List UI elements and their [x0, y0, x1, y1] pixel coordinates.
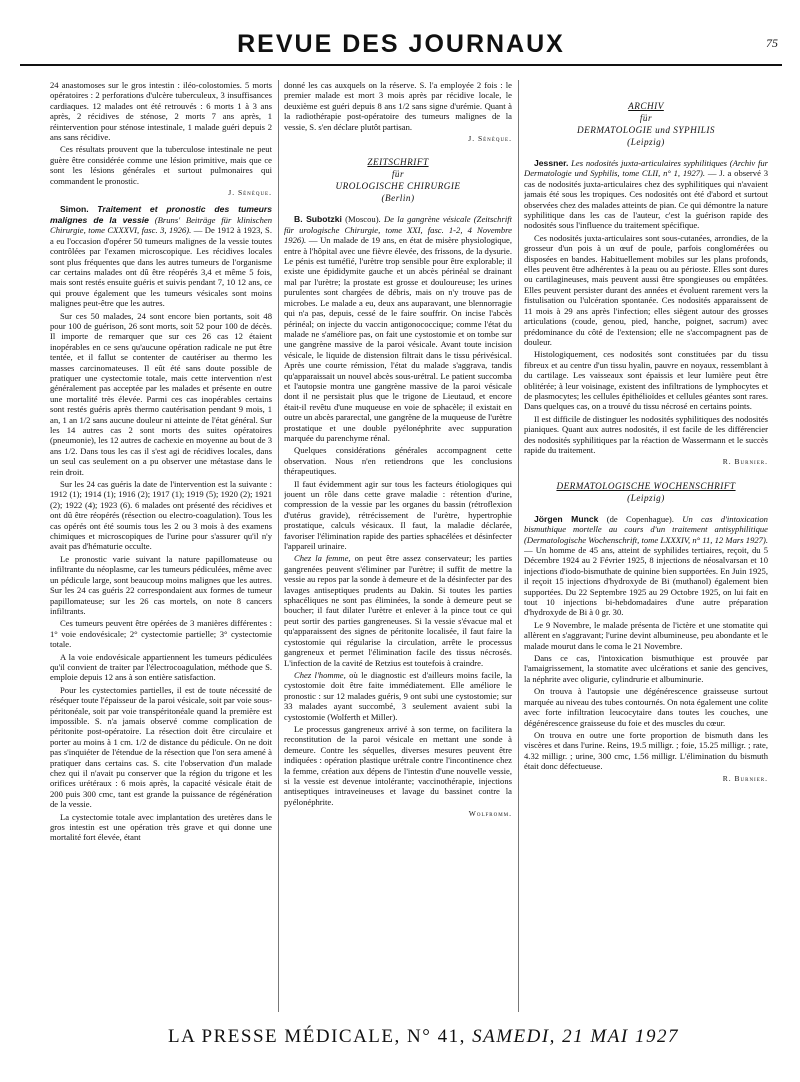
- paragraph: Quelques considérations générales accompagnent cette observation. Nous n'en retiendrons que les conclusions thérapeutiques.: [284, 445, 512, 477]
- column-3: [524, 80, 768, 1012]
- signature: R. Burnier.: [722, 773, 768, 783]
- article-place: (Moscou).: [345, 214, 381, 225]
- page-footer: [168, 1026, 768, 1048]
- article-title: Les nodosités juxta-articulaires syphilitiques: [571, 158, 728, 168]
- paragraph: Ces résultats prouvent que la tuberculose intestinale ne peut guère être considérée comme une lésion primitive, mais que ce sont les lésions générales et surtout pulmonaires qui commandent le pronostic.: [50, 144, 272, 186]
- article-subotzki: [284, 214, 512, 443]
- article-source: (Bruns' Beiträge für klinischen Chirurgie, tome CXXXVI, fasc. 3, 1926).: [50, 214, 272, 236]
- page-title: REVUE DES JOURNAUX: [237, 30, 565, 58]
- journal-name: ZEITSCHRIFT: [367, 157, 429, 168]
- article-title: Un cas d'intoxication bismuthique mortelle au cours d'un traitement antisyphilitique: [524, 513, 768, 535]
- journal-city: (Berlin): [381, 193, 415, 204]
- journal-name: DERMATOLOGISCHE WOCHENSCHRIFT: [556, 480, 736, 491]
- article-author: Jörgen Munck: [534, 513, 599, 524]
- journal-city: (Leipzig): [627, 492, 665, 503]
- article-text: — Un homme de 45 ans, atteint de syphilides tertiaires, reçoit, du 5 Décembre 1924 au 2 Février 1925, 8 injections de néosalvarsan et 10 injections d'iodo-bismuthate de quinine bien supportées. En Juin 1925, il reçoit 15 injections d'hydroxyde de Bi (muthanol) également bien supportées. Du 22 Septembre 1925 au 29 Octobre 1925, on lui fait en tout 10 injections bi-hebdomadaires d'une autre préparation d'hydroxyde de Bi à 0 gr. 30.: [524, 545, 768, 618]
- article-title: De la gangrène vésicale: [383, 214, 471, 225]
- journal-subtitle: DERMATOLOGIE und SYPHILIS: [576, 125, 716, 135]
- paragraph: Sur les 24 cas guéris la date de l'intervention est la suivante : 1912 (1); 1914 (1); 1916 (2); 1917 (1); 1919 (5); 1920 (2); 1921 (2); 1922 (4); 1923 (6). 6 malades ont présenté des récidives et ont dû être réopérés (résection ou electro-coagulation). Tous les cas opérés ont été soumis tous les 2 ou 3 mois à des examens chimiques et microscopiques de l'urine pour s'assurer qu'il n'y avait pas d'hématurie occulte.: [50, 479, 272, 552]
- article-source: (Zeitschrift für urologische Chirurgie, tome XXI, fasc. 1-2, 4 Novembre 1926).: [284, 214, 512, 246]
- footer-publication: LA PRESSE MÉDICALE, N° 41,: [168, 1026, 466, 1047]
- paragraph: Le processus gangreneux arrivé à son terme, on facilitera la reconstitution de la paroi vésicale en mettant une sonde à demeure. Contre les séquelles, diverses mesures peuvent être indiquées : opération plastique urétrale contre l'incontinence chez la femme, création aux dépens de l'intestin d'une nouvelle vessie, si la vessie est devenue intolérante; vaccinothérapie, injections antiseptiques intraveineuses et lavage du bassinet contre la pyélonéphrite.: [284, 723, 512, 807]
- signature: R. Burnier.: [722, 457, 768, 467]
- paragraph: Le 9 Novembre, le malade présenta de l'ictère et une stomatite qui allèrent en s'aggravant; l'urine devint albumineuse, peu abondante et le malade mourut dans le coma le 21 Novembre.: [524, 619, 768, 651]
- article-title: Traitement et pronostic des tumeurs malignes de la vessie: [50, 204, 272, 225]
- signature: J. Sénèque.: [468, 134, 512, 144]
- signature: Wolfromm.: [468, 809, 512, 819]
- article-source: (Dermatologische Wochenschrift, tome LXXXIV, n° 11, 12 Mars 1927).: [524, 534, 768, 545]
- article-text: — Un malade de 19 ans, en état de misère physiologique, entre à l'hôpital avec une fièvre élevée, des frissons, de la dysurie. Le pénis est tuméfié, l'urètre trop sensible pour être explorable; il existe une épididymite gauche et un abcès périnéal se drainant mal par l'urètre; la prostate est grosse et douloureuse; les urines purulentes sont chargées de débris, mais on n'y trouve pas de microbes. Le malade a eu, deux ans auparavant, une blennorragie qui n'a pas, depuis, cessé de le faire souffrir. On incise l'abcès périnéal; on injecte du vaccin antigonococcique; comme l'état du malade ne s'améliore pas, on fait une cystostomie et on tombe sur une gangrène massive de la paroi vésicale. Avant toute incision vésicale, le liquide de distension filtrait dans le tissu périvésical. Après une courte rémission, l'état du malade s'aggrava, tandis qu'apparaissait un nouvel abcès sous-urétral. Le patient succomba et l'autopsie montra une gangrène massive de la paroi vésicale dont il ne persistait plus que le trigone de Lieutaud, et encore était-il revêtu d'une muqueuse en voie de sphacèle; il existait en outre un abcès pararectal, une gangrène de la muqueuse de l'urètre prostatique et une double pyélonéphrite avec suppuration marquée du parenchyme rénal.: [284, 235, 512, 443]
- article-author: Jessner.: [534, 158, 569, 168]
- article-jessner: [524, 158, 768, 231]
- paragraph: On trouva à l'autopsie une dégénérescence graisseuse surtout marquée au niveau des tubes contournés. On nota également une colite avec forte infiltration leucocytaire dans toutes les couches, une dégénérescence graisseuse du foie et des muscles du cœur.: [524, 686, 768, 728]
- article-author: Simon.: [60, 204, 89, 215]
- paragraph-lead: Chez l'homme,: [294, 669, 346, 680]
- journal-heading: [524, 480, 768, 504]
- paragraph: Pour les cystectomies partielles, il est de toute nécessité de réséquer toute l'épaisseur de la paroi vésicale, soit par voie sous-péritonéale, soit par voie transpéritonéale quand la première est impossible. S. n'a jamais observé comme complication de péritonite post-opératoire. La résection doit être circulaire et porter au moins à 1 cm. 1/2 de distance du pédicule. On ne doit pas s'inquiéter de l'étendue de la résection que l'on sera amené à pratiquer dans certains cas. S. cite l'observation d'un malade chez qui il n'avait pu conserver que la région du trigone et les orifices urétéraux : 6 mois après, la capacité vésicale était de 200 puis 300 cmc, tant est grande la puissance de régénération de la vessie.: [50, 684, 272, 810]
- paragraph-text: on peut être assez conservateur; les parties gangrenées peuvent s'éliminer par l'urètre; il suffit de mettre la vessie au repos par la sonde à demeure et de la désinfecter par des lavages antiseptiques prudents au Dakin. Si toutes les parties sphacéliques ne sont pas éliminées, la sonde à demeure peut se boucher; il faut dilater l'urètre et enlever à la pince tout ce qui peut sortir des parties gangreneuses. Si la vessie s'évacue mal et qu'apparaissent des signes de péritonite localisée, il faut faire la cystostomie qui régularise la circulation, arrête le processus gangreneux et permet l'élimination facile des tissus nécrosés. L'infection de la cavité de Retzius est toutefois à craindre.: [284, 553, 512, 668]
- paragraph: Sur ces 50 malades, 24 sont encore bien portants, soit 48 pour 100 de guérison, 26 sont morts, soit 52 pour 100 de décès. Il importe de remarquer que sur ces 26 cas 12 étaient inopérables en ce sens qu'aucune opération radicale ne put être tentée, et il fallut se contenter de cautériser au thermo les masses carcinomateuses. Il eût été sans doute possible de pratiquer une cystectomie totale, mais cette intervention n'est généralement pas acceptée par les malades et présente en outre une mortalité très élevée. Parmi ces cas inopérables certains sont restés guéris après thermo cautérisation pendant 9 mois, 1 an, 1 an 1/2 sans aucune douleur ni atteinte de l'état général. Sur les 14 autres cas 2 sont morts des suites opératoires (pneumonie), les 12 autres de cachexie en moyenne au bout de 3 ans 1/2. Dans tous les cas il s'est agi de récidives locales, dans un seul cas seulement on a pu observer une métastase dans le rein droit.: [50, 310, 272, 477]
- journal-heading: [284, 156, 512, 204]
- article-simon: [50, 204, 272, 308]
- journal-fur: für: [639, 113, 653, 123]
- journal-name: ARCHIV: [628, 101, 664, 111]
- article-text: — J. a observé 3 cas de nodosités juxta-articulaires chez des syphilitiques qui n'avaient jamais été sous les tropiques. Ces nodosités ont été d'abord et surtout observées chez des malades atteints de pian. Ce qui démontre la nature syphilitique dans les cas de l'auteur, c'est la guérison rapide des nodosités sous l'influence du traitement spécifique.: [524, 168, 768, 231]
- paragraph-text: où le diagnostic est d'ailleurs moins facile, la cystostomie doit être faite immédiatement. Elle améliore le pronostic : sur 12 malades guéris, 9 ont subi une cystostomie; sur 33 malades ayant succombé, 3 seulement avaient subi la cystostomie (Wolferth et Miller).: [284, 669, 512, 722]
- paragraph: donné les cas auxquels on la réserve. S. l'a employée 2 fois : le premier malade est mort 3 mois après par récidive locale, le deuxième est guéri depuis 8 ans 1/2 sans signe d'urémie. Quant à la radiothérapie post-opératoire des tumeurs malignes de la vessie, S. s'en déclare plutôt partisan.: [284, 80, 512, 132]
- paragraph: Il est difficile de distinguer les nodosités syphilitiques des nodosités pianiques. Quant aux autres nodosités, il est facile de les différencier des nodosités syphilitiques par la réaction de Wassermann et le succès rapide du traitement.: [524, 413, 768, 455]
- column-2: [284, 80, 512, 1012]
- column-divider: [518, 80, 519, 1012]
- signature: J. Sénèque.: [228, 188, 272, 198]
- column-divider: [278, 80, 279, 1012]
- journal-city: (Leipzig): [627, 137, 665, 147]
- paragraph: Dans ce cas, l'intoxication bismuthique est prouvée par l'amaigrissement, la stomatite avec ulcérations et sanie des gencives, la néphrite avec oligurie, cylindrurie et albuminurie.: [524, 653, 768, 684]
- paragraph: 24 anastomoses sur le gros intestin : iléo-colostomies. 5 morts opératoires : 2 perforations d'ulcère tuberculeux, 3 insuffisances cardiaques. 12 malades ont été retrouvés : 6 morts 1 à 3 ans après, 2 récidives de sténose, 2 morts 7 ans après, 1 réintervention pour sténose intestinale, 1 malade guéri depuis 2 ans sans récidive.: [50, 80, 272, 143]
- paragraph-lead: Chez la femme,: [294, 553, 351, 564]
- paragraph: Ces nodosités juxta-articulaires sont sous-cutanées, arrondies, de la grosseur d'un pois à un œuf de poule, parfois conglomérées ou disposées en bandes. Habituellement mobiles sur les plans profonds, elles peuvent être adhérentes à la peau ou au périoste. Elles sont dures ou cartilagineuses, mais peuvent aussi être spongieuses ou empâtées. Elles peuvent persister durant des années et évoluent rarement vers la fistulisation ou l'ulcération spontanée. Ces nodosités apparaissent de 11 mois à 29 ans après l'infection; elles siègent autour des grosses articulations (coude, genou, pied, hanche, poignet, sacrum) avec prédominance du côté de l'extension; elle ne s'accompagnent pas de douleur.: [524, 232, 768, 347]
- column-1: [50, 80, 272, 1012]
- paragraph: Il faut évidemment agir sur tous les facteurs étiologiques qui jouent un rôle dans cette grave maladie : rétention d'urine, compression de la vessie par les organes du bassin (rétroflexion d'utérus gravide), rétrécissement de l'urètre, hypertrophie prostatique, calculs vésicaux. Il faut, la maladie déclarée, favoriser l'élimination rapide des parties sphacélées et désinfecter l'appareil urinaire.: [284, 478, 512, 552]
- paragraph-homme: [284, 670, 512, 722]
- paragraph: La cystectomie totale avec implantation des uretères dans le gros intestin est une opération très grave et qui donne une mortalité fort élevée, étant: [50, 811, 272, 843]
- paragraph: A la voie endovésicale appartiennent les tumeurs pédiculées qu'il convient de traiter par l'électrocoagulation, méthode que S. emploie depuis 12 ans à son entière satisfaction.: [50, 651, 272, 683]
- footer-date: SAMEDI, 21 MAI 1927: [472, 1026, 679, 1047]
- paragraph: Ces tumeurs peuvent être opérées de 3 manières différentes : 1° voie endovésicale; 2° cystectomie partielle; 3° cystectomie totale.: [50, 618, 272, 650]
- article-place: (de Copenhague).: [606, 513, 674, 524]
- journal-fur: für: [391, 169, 405, 180]
- paragraph: Histologiquement, ces nodosités sont constituées par du tissu fibreux et au centre d'un tissu hyalin, pauvre en noyaux, ressemblant à du cartilage. Les vaisseaux sont épaissis et leur lumière peut être oblitérée; à leur voisinage, existent des infiltrations de lymphocytes et de plasmocytes; les cellules épithélioïdes et cellules géantes sont rares. Dans quelques cas, on a trouvé du tissu nécrosé en certains points.: [524, 349, 768, 412]
- article-text: — De 1912 à 1923, S. a eu l'occasion d'opérer 50 tumeurs malignes de la vessie toutes contrôlées par l'examen microscopique. Les récidives locales sont plus fréquentes que dans les autres tumeurs de l'organisme car certains malades ont dû être réopérés 3,4 et même 5 fois, mais sont restés ensuite guéris et suivis pendant 7, 10 12 ans, ce qui prouve également que les tumeurs vésicales sont moins malignes peut-être que les autres.: [50, 225, 272, 309]
- article-author: B. Subotzki: [294, 214, 342, 225]
- article-munck: [524, 514, 768, 618]
- page-header: [20, 28, 782, 66]
- paragraph: Le pronostic varie suivant la nature papillomateuse ou infiltrante du néoplasme, car les tumeurs pédiculées, même avec un pédicule large, sont beaucoup moins malignes que les autres. Sur les 24 cas guéris 22 correspondaient aux formes de tumeur papillomateuse; sur les 26 cas mortels, on note 8 cancers infiltrants.: [50, 553, 272, 616]
- page-number: 75: [766, 36, 778, 50]
- paragraph-femme: [284, 553, 512, 667]
- journal-subtitle: UROLOGISCHE CHIRURGIE: [335, 181, 461, 192]
- article-source: (Archiv fur Dermatologie und Syphilis, tome CLII, n° 1, 1927).: [524, 158, 768, 179]
- journal-heading: [524, 100, 768, 148]
- paragraph: On trouva en outre une forte proportion de bismuth dans les viscères et dans l'urine. Reins, 19.5 milligr. ; foie, 15.25 milligr. ; rate, 4.32 milligr. ; urine, 300 cmc, 1.56 milligr. L'élimination du bismuth était donc défectueuse.: [524, 729, 768, 772]
